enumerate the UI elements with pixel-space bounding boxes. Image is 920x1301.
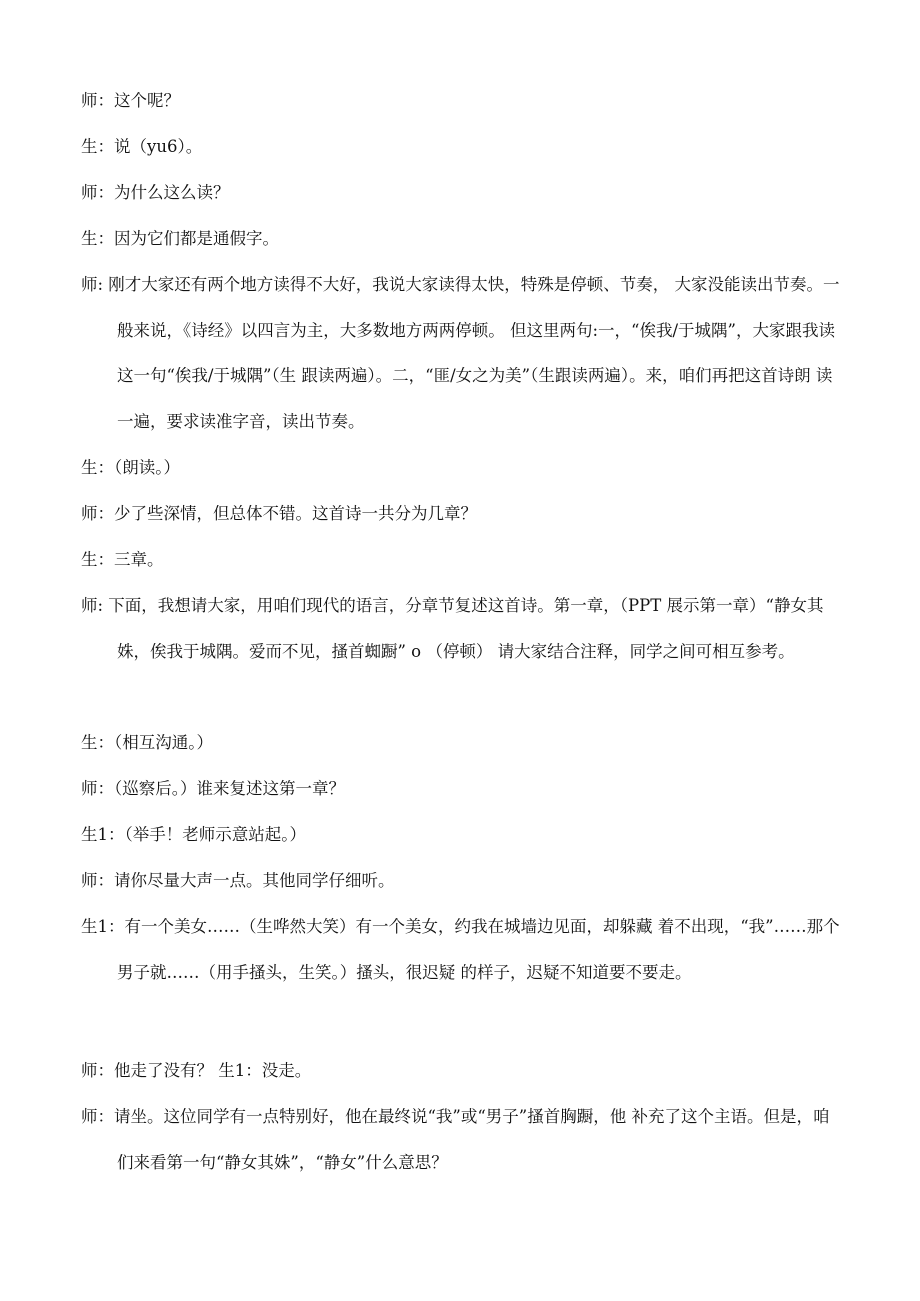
- dialogue-line: [81, 491, 841, 537]
- dialogue-line: [81, 170, 841, 216]
- dialogue-text: （朗读。）: [114, 458, 180, 477]
- dialogue-text: 有一个美女……（生哗然大笑）有一个美女，约我在城墙边见面，却躲藏 着不出现，“我”……那个男子就……（用手搔头，生笑。）搔头，很迟疑 的样子，迟疑不知道要不要走。: [117, 917, 840, 982]
- dialogue-line: [81, 766, 841, 812]
- dialogue-text: 请坐。这位同学有一点特别好，他在最终说“我”或“男子”搔首胸蹰，他 补充了这个主语。但是，咱们来看第一句“静女其姝”，“静女”什么意思？: [114, 1107, 830, 1172]
- dialogue-paragraph: [81, 583, 841, 674]
- speaker-label: 师：: [81, 871, 114, 890]
- dialogue-line: [81, 445, 841, 491]
- dialogue-line: [81, 78, 841, 124]
- dialogue-paragraph: [81, 262, 841, 444]
- dialogue-line: [81, 720, 841, 766]
- dialogue-text: 请你尽量大声一点。其他同学仔细听。: [114, 871, 395, 890]
- dialogue-paragraph: [81, 904, 841, 995]
- speaker-label: 师：: [81, 504, 114, 523]
- speaker-label: 生：: [81, 733, 114, 752]
- speaker-label: 师：: [81, 779, 114, 798]
- speaker-label: 生1：: [81, 917, 125, 936]
- speaker-label: 师：: [81, 183, 114, 202]
- dialogue-paragraph: [81, 1094, 841, 1185]
- dialogue-text: 他走了没有？ 生1：没走。: [114, 1061, 312, 1080]
- speaker-label: 师:: [81, 596, 104, 615]
- speaker-label: 生：: [81, 550, 114, 569]
- speaker-label: 生1：: [81, 825, 125, 844]
- dialogue-line: [81, 537, 841, 583]
- dialogue-line: [81, 858, 841, 904]
- speaker-label: 师：: [81, 91, 114, 110]
- speaker-label: 师：: [81, 1061, 114, 1080]
- speaker-label: 生：: [81, 229, 114, 248]
- dialogue-text: 因为它们都是通假字。: [114, 229, 279, 248]
- dialogue-text: 说（yu6）。: [114, 137, 203, 156]
- dialogue-text: 为什么这么读？: [114, 183, 230, 202]
- dialogue-text: 刚才大家还有两个地方读得不大好，我说大家读得太快，特殊是停顿、节奏， 大家没能读出节奏。一般来说，《诗经》以四言为主，大多数地方两两停顿。 但这里两句:一，“俟我/于城隅”，大家跟我读这一句“俟我/于城隅”（生 跟读两遍）。二，“匪/女之为美”（生跟读两遍）。来，咱们再把这首诗朗 读一遍，要求读准字音，读出节奏。: [103, 275, 840, 431]
- speaker-label: 师:: [81, 275, 104, 294]
- dialogue-line: [81, 1048, 841, 1094]
- speaker-label: 生：: [81, 137, 114, 156]
- dialogue-text: 少了些深情，但总体不错。这首诗一共分为几章？: [114, 504, 477, 523]
- dialogue-text: 这个呢？: [114, 91, 180, 110]
- dialogue-text: 下面，我想请大家，用咱们现代的语言，分章节复述这首诗。第一章，（PPT 展示第一章）“静女其姝，俟我于城隅。爱而不见，搔首蜘蹰” o （停顿） 请大家结合注释，同学之间可相互参考。: [103, 596, 824, 661]
- dialogue-text: （巡察后。）谁来复述这第一章？: [114, 779, 345, 798]
- dialogue-text: （相互沟通。）: [114, 733, 213, 752]
- dialogue-text: 三章。: [114, 550, 164, 569]
- speaker-label: 师：: [81, 1107, 114, 1126]
- dialogue-line: [81, 216, 841, 262]
- speaker-label: 生：: [81, 458, 114, 477]
- dialogue-text: （举手！老师示意站起。）: [124, 825, 306, 844]
- dialogue-line: [81, 124, 841, 170]
- dialogue-line: [81, 812, 841, 858]
